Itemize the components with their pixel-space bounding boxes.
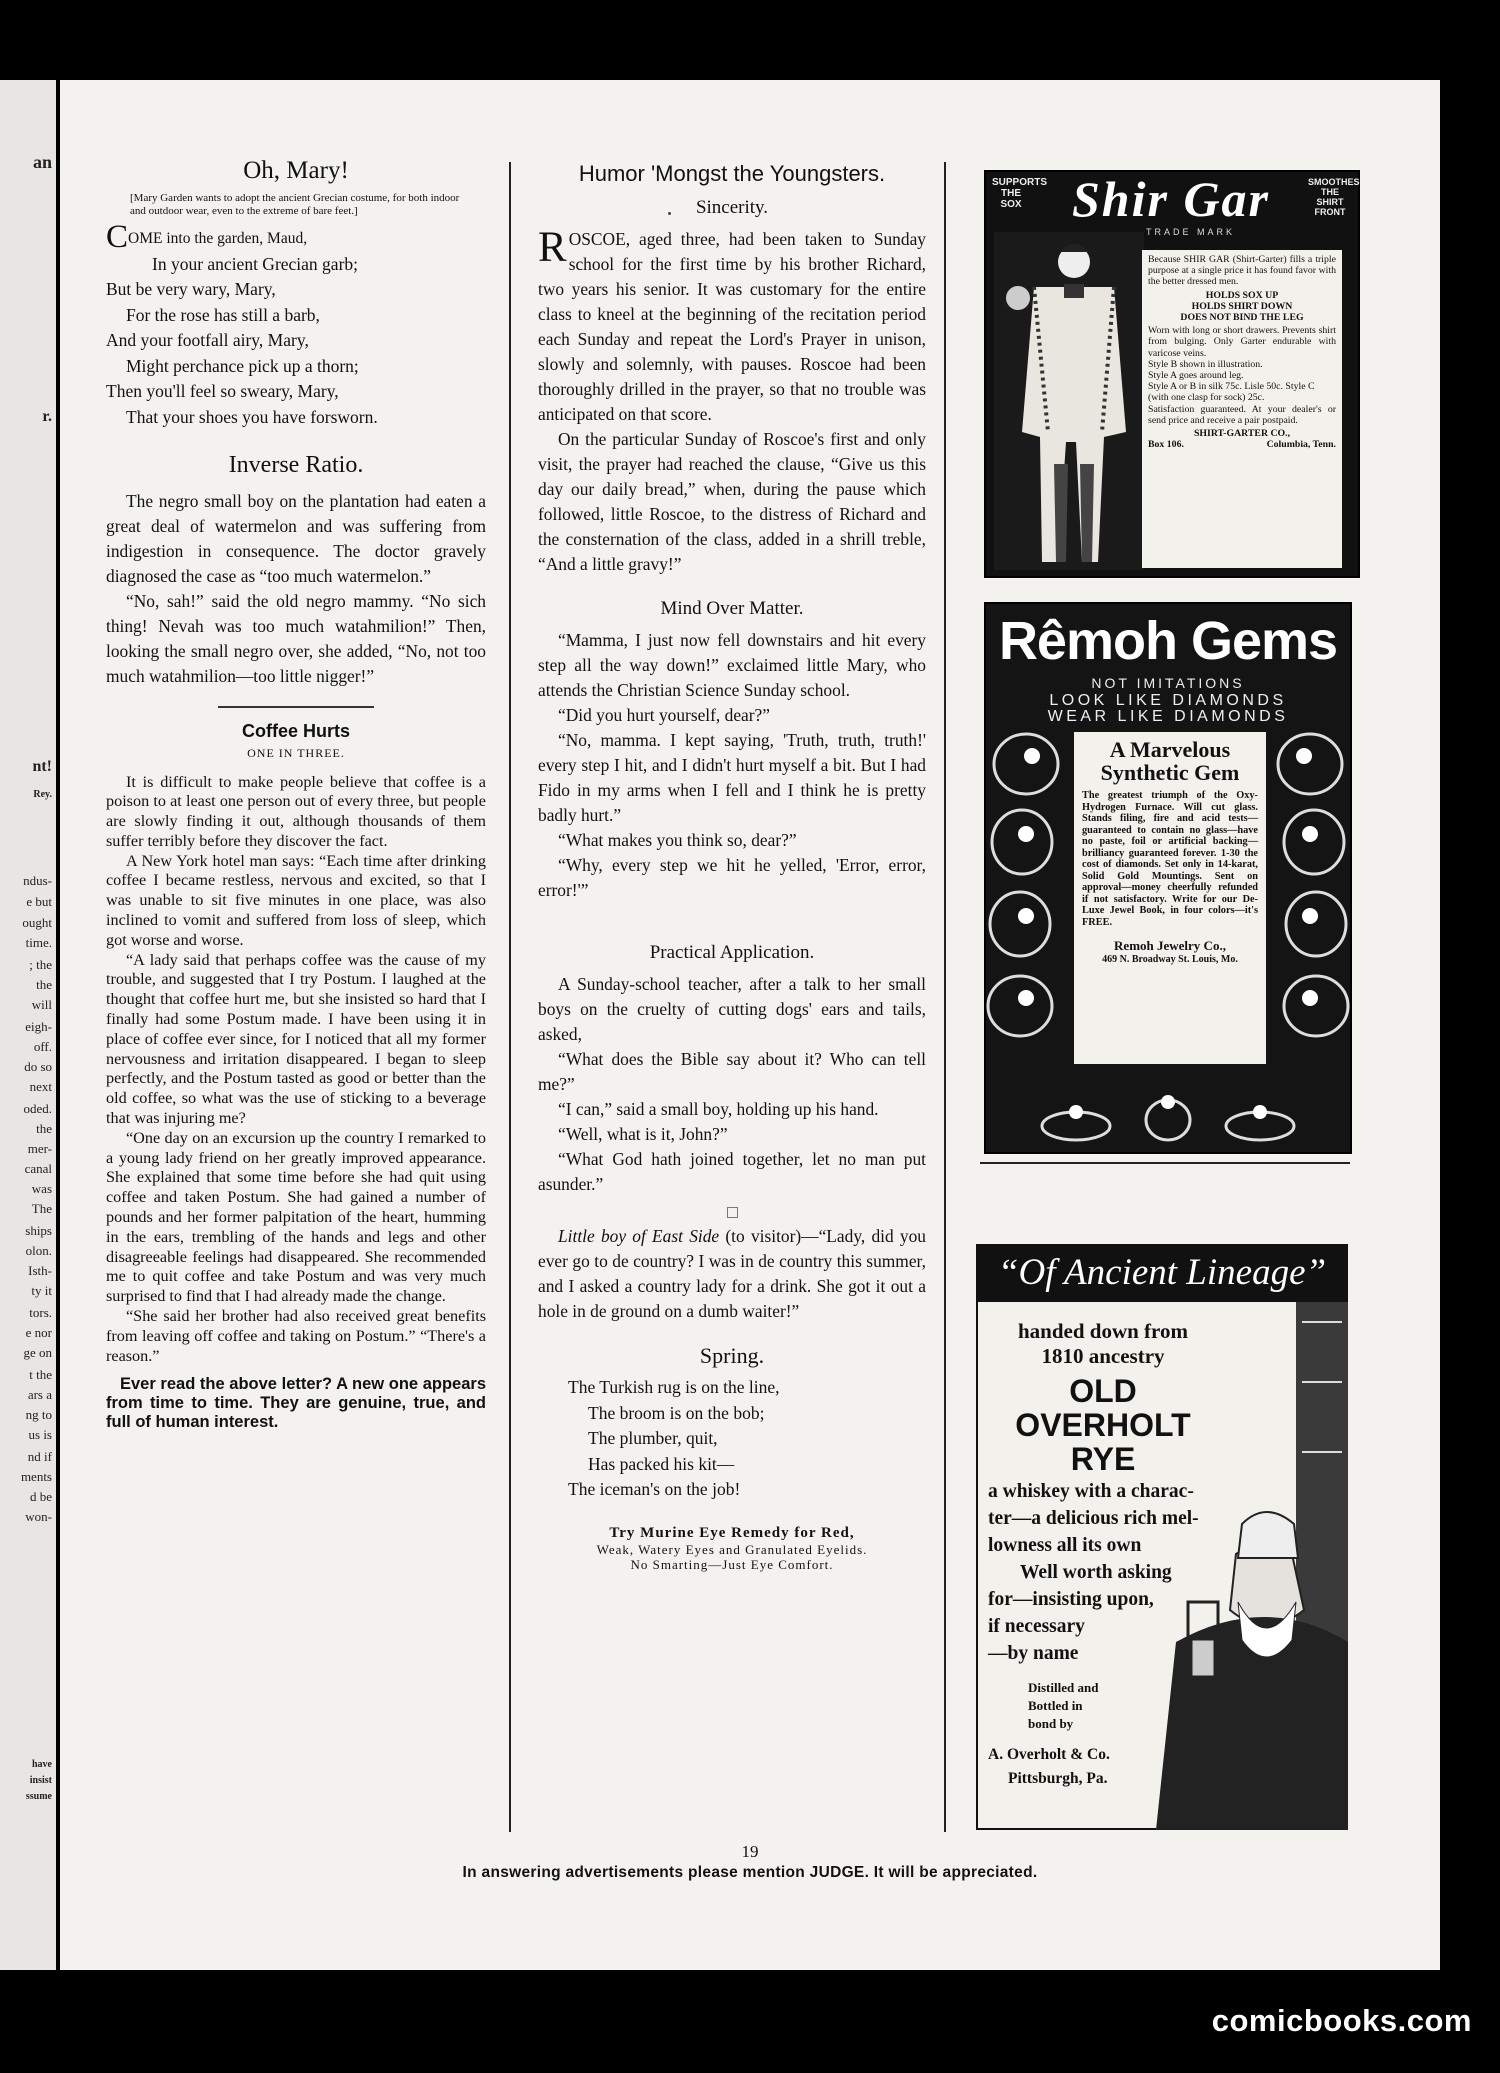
adjacent-page-fragment: next <box>29 1079 52 1094</box>
ad-copy: Style A goes around leg. <box>1148 370 1244 382</box>
overholt-banner-text: “Of Ancient Lineage” <box>997 1252 1327 1293</box>
poem-line: The iceman's on the job! <box>568 1479 741 1499</box>
adjacent-page-fragment: ng to <box>25 1407 52 1422</box>
poem-line: The plumber, quit, <box>588 1428 718 1448</box>
overholt-desc-line: a whiskey with a charac- <box>988 1481 1194 1502</box>
ad-copy: HOLDS SOX UP <box>1205 289 1279 301</box>
poem-line: For the rose has still a barb, <box>126 304 320 325</box>
adjacent-page-fragment: tors. <box>29 1305 52 1320</box>
article-paragraph: A Sunday-school teacher, after a talk to her small boys on the cruelty of cutting dogs' ears and tails, asked, <box>538 974 926 1044</box>
overholt-brand: OVERHOLT <box>1015 1407 1191 1443</box>
postum-closing: Ever read the above letter? A new one appears from time to time. They are genuine, true, and full of human interest. <box>106 1375 486 1432</box>
article-paragraph: ROSCOE, aged three, had been taken to Sunday school for the first time by his brother Richard, two years his senior. It was customary for the entire class to kneel at the beginning of the recitation period each Sunday and repeat the Lord's Prayer in unison, slowly and solemnly, with pauses. Roscoe had been thoroughly drilled in the prayer, so that no trouble was anticipated on that score. <box>538 224 926 424</box>
remoh-headline: A Marvelous Synthetic Gem <box>1100 737 1240 785</box>
ad-article-title: Coffee Hurts <box>241 720 350 741</box>
adjacent-page-fragment: the <box>36 1121 52 1136</box>
poem-line: That your shoes you have forsworn. <box>126 406 378 427</box>
shirgar-ad <box>984 170 1360 578</box>
overholt-brand: RYE <box>1070 1441 1136 1477</box>
ad-copy: Worn with long or short drawers. Prevents shirt from bulging. Only Garter endurable with varicose veins. <box>1148 325 1336 359</box>
overholt-banner <box>976 1244 1348 1302</box>
remoh-tagline: WEAR LIKE DIAMONDS <box>1047 708 1289 725</box>
adjacent-page-fragment: won- <box>25 1509 52 1524</box>
poem-line: The Turkish rug is on the line, <box>568 1377 780 1397</box>
column-rule-2 <box>944 162 946 1832</box>
adjacent-page-fragment: r. <box>42 408 52 425</box>
remoh-address: 469 N. Broadway St. Louis, Mo. <box>1102 954 1238 965</box>
adjacent-page-fragment: an <box>32 152 52 172</box>
poem-line: Has packed his kit— <box>588 1453 735 1474</box>
overholt-company: A. Overholt & Co. <box>988 1746 1110 1763</box>
ad-copy: HOLDS SHIRT DOWN <box>1191 300 1293 312</box>
remoh-body: The greatest triumph of the Oxy-Hydrogen Furnace. Will cut glass. Stands filing, fire and acid tests—guaranteed to contain no glass—have no paste, foil or artificial backing—brilliancy guaranteed forever. 1-30 the cost of diamonds. Set only in 14-karat, Solid Gold Mountings. Sent on approval—money cheerfully refunded if not satisfactory. Write for our De-Luxe Jewel Book, in four colors—it's FREE. <box>1082 790 1258 928</box>
trademark: TRADE MARK <box>1146 227 1236 237</box>
poem-line: The broom is on the bob; <box>588 1402 765 1423</box>
remoh-tagline: NOT IMITATIONS <box>1091 675 1245 691</box>
section-divider <box>218 706 374 708</box>
article-paragraph: “Well, what is it, John?” <box>558 1124 728 1144</box>
adjacent-page-fragment: was <box>31 1181 52 1196</box>
adjacent-page-fragment: will <box>31 997 52 1012</box>
column-1 <box>106 156 486 1432</box>
ad-copy: Satisfaction guaranteed. At your dealer's or send price and receive a pair postpaid. <box>1148 403 1336 426</box>
adjacent-page-fragment: nd if <box>27 1449 52 1464</box>
article-paragraph: “No, mamma. I kept saying, 'Truth, truth, truth!' every step I hit, and I didn't hurt myself a bit. But I had Fido in my arms when I fell and I think he is pretty badly hurt.” <box>538 730 926 825</box>
letter-paragraph: “One day on an excursion up the country I remarked to a young lady friend on her greatly improved appearance. She explained that some time before she had quit using coffee and taken Postum. She had gained a number of pounds and her former palpitation of the heart, humming in the ears, trembling of the hands and legs and other disagreeable feelings had disappeared. She recommended me to quit coffee and take Postum and was very much surprised to find that I had already made the change. <box>106 1128 486 1306</box>
adjacent-page-fragment: ought <box>22 915 52 930</box>
poem-title: Oh, Mary! <box>243 157 349 184</box>
adjacent-page-fragment: time. <box>25 935 52 950</box>
adjacent-page-fragment: do so <box>24 1059 52 1074</box>
adjacent-page-fragment: ssume <box>25 1791 52 1802</box>
letter-paragraph: A New York hotel man says: “Each time after drinking coffee I became restless, nervous and excited, so that I was unable to sit five minutes in one place, was also inclined to vomit and suffered from loss of sleep, which got worse and worse. <box>106 851 486 949</box>
article-paragraph: “Why, every step we hit he yelled, 'Error, error, error!'” <box>538 855 926 900</box>
adjacent-page-fragment: ships <box>25 1223 52 1238</box>
adjacent-page-fragment: e but <box>26 894 52 909</box>
ad-copy: DOES NOT BIND THE LEG <box>1180 312 1304 324</box>
overholt-city: Pittsburgh, Pa. <box>1008 1770 1108 1787</box>
letter-paragraph: “A lady said that perhaps coffee was the cause of my trouble, and suggested that I try Postum. I laughed at the thought that coffee hurt me, but she insisted so hard that I finally had some Postum made. I have been using it in place of coffee ever since, for I noticed that all my former nervousness and irritation disappeared. I began to sleep perfectly, and the Postum tasted as good or better than the old coffee, so what was the use of sticking to a beverage that was injuring me? <box>106 950 486 1128</box>
adjacent-page-fragment: oded. <box>23 1101 52 1116</box>
article-paragraph: The negro small boy on the plantation had eaten a great deal of watermelon and was suffering from indigestion in consequence. The doctor gravely diagnosed the case as “too much watermelon.” <box>106 491 486 586</box>
article-paragraph: “Did you hurt yourself, dear?” <box>558 705 770 725</box>
adjacent-page-fragment: insist <box>29 1775 52 1786</box>
watermark: comicbooks.com <box>1211 2003 1472 2038</box>
remoh-company: Remoh Jewelry Co., <box>1114 938 1226 953</box>
postum-letter <box>106 773 486 1367</box>
man-illustration <box>994 232 1144 570</box>
adjacent-page-fragment: ndus- <box>23 873 52 888</box>
poem <box>106 219 486 430</box>
adjacent-page-fragment: ars a <box>27 1387 52 1402</box>
article-paragraph: “I can,” said a small boy, holding up his hand. <box>558 1099 879 1119</box>
overholt-line: 1810 ancestry <box>1041 1344 1165 1368</box>
article-paragraph: “What does the Bible say about it? Who can tell me?” <box>538 1049 926 1094</box>
column-2 <box>538 160 926 1572</box>
adjacent-page-fragment: eigh- <box>25 1019 52 1034</box>
ad-tag-right: SMOOTHES THE SHIRT FRONT <box>1308 177 1360 217</box>
poem-line: In your ancient Grecian garb; <box>152 253 359 274</box>
overholt-desc-line: for—insisting upon, <box>988 1589 1154 1610</box>
column-rule-1 <box>509 162 511 1832</box>
article-paragraph: “No, sah!” said the old negro mammy. “No sich thing! Nevah was too much watahmilion!” Then, looking the small negro over, she added, “No, not too much watahmilion—too little nigger!” <box>106 591 486 686</box>
overholt-distilled-line: bond by <box>1028 1716 1074 1731</box>
item-title: Sincerity. <box>695 197 769 218</box>
adjacent-page-fragment: ; the <box>29 957 52 972</box>
adjacent-page-fragment: have <box>32 1759 52 1770</box>
overholt-brand: OLD <box>1069 1373 1137 1409</box>
article-paragraph: “What God hath joined together, let no man put asunder.” <box>538 1149 926 1194</box>
ad-copy: Because SHIR GAR (Shirt-Garter) fills a triple purpose at a single price it has found favor with the better dressed men. <box>1148 254 1336 288</box>
overholt-desc-line: Well worth asking <box>1020 1562 1172 1583</box>
adjacent-page-fragment: ge on <box>23 1345 52 1360</box>
page-number: 19 <box>741 1842 759 1861</box>
remoh-tagline: LOOK LIKE DIAMONDS <box>1049 692 1287 709</box>
adjacent-page-strip <box>0 80 56 1970</box>
murine-line: No Smarting—Just Eye Comfort. <box>630 1556 834 1572</box>
shirgar-logo: Shir Gar <box>1071 171 1271 227</box>
murine-line: Try Murine Eye Remedy for Red, <box>609 1524 855 1541</box>
poem-line: OME into the garden, Maud, <box>128 230 308 247</box>
ad-article-subtitle: ONE IN THREE. <box>247 745 345 760</box>
adjacent-page-fragment: us is <box>28 1427 52 1442</box>
murine-line: Weak, Watery Eyes and Granulated Eyelids. <box>596 1541 868 1557</box>
poem-line: Then you'll feel so sweary, Mary, <box>106 381 339 401</box>
overholt-distilled-line: Distilled and <box>1028 1680 1099 1695</box>
adjacent-page-fragment: t the <box>29 1367 52 1382</box>
item-body <box>538 628 926 903</box>
adjacent-page-fragment: canal <box>24 1161 52 1176</box>
adjacent-page-fragment: the <box>36 977 52 992</box>
article-paragraph: On the particular Sunday of Roscoe's first and only visit, the prayer had reached the clause, “Give us this day our daily bread,” when, during the pause which followed, little Roscoe, to the distress of Richard and the consternation of the class, added in a shrill treble, “And a little gravy!” <box>538 429 926 574</box>
overholt-desc-line: if necessary <box>988 1616 1085 1637</box>
adjacent-page-fragment: mer- <box>27 1141 52 1156</box>
overholt-line: handed down from <box>1018 1319 1188 1343</box>
overholt-distilled-line: Bottled in <box>1028 1698 1083 1713</box>
remoh-gems-ad <box>984 602 1352 1154</box>
ad-copy: Style A or B in silk 75c. Lisle 50c. Style C (with one clasp for sock) 25c. <box>1148 381 1315 404</box>
drop-cap: C <box>106 219 129 255</box>
magazine-page <box>60 80 1440 1970</box>
overholt-desc <box>988 1478 1218 1667</box>
ad-tag-left: SUPPORTS THE SOX <box>992 177 1048 210</box>
adjacent-page-fragment: ty it <box>31 1283 52 1298</box>
adjacent-page-fragment: The <box>31 1201 52 1216</box>
drop-cap: R <box>538 224 567 271</box>
adjacent-page-fragment: d be <box>29 1489 52 1504</box>
adjacent-page-fragment: olon. <box>25 1243 52 1258</box>
item-title: Practical Application. <box>649 942 815 963</box>
adjacent-page-fragment: Isth- <box>28 1263 52 1278</box>
murine-ad <box>538 1525 926 1572</box>
poem-line: Might perchance pick up a thorn; <box>126 355 359 376</box>
adjacent-page-fragment: e nor <box>25 1325 52 1340</box>
footer-notice: In answering advertisements please mention JUDGE. It will be appreciated. <box>462 1864 1038 1881</box>
item-title: Mind Over Matter. <box>660 598 804 619</box>
overholt-ad <box>976 1164 1348 1832</box>
poem-line: But be very wary, Mary, <box>106 279 276 299</box>
poem-note: [Mary Garden wants to adopt the ancient Grecian costume, for both indoor and outdoor wear, even to the extreme of bare feet.] <box>130 192 460 217</box>
ad-copy: SHIRT-GARTER CO., <box>1193 428 1291 440</box>
poem <box>538 1375 926 1503</box>
poem-line: And your footfall airy, Mary, <box>106 330 309 350</box>
overholt-desc-line: —by name <box>988 1643 1079 1664</box>
overholt-distilled <box>988 1679 1218 1733</box>
overholt-desc-line: ter—a delicious rich mel- <box>988 1508 1199 1529</box>
ad-address: Box 106. Columbia, Tenn. <box>1148 439 1336 451</box>
shirgar-copy-box <box>1142 250 1342 568</box>
separator-dot <box>668 212 671 215</box>
overholt-copy <box>988 1318 1218 1789</box>
article-paragraph: “Mamma, I just now fell downstairs and hit every step all the way down!” exclaimed little Mary, who attends the Christian Science Sunday school. <box>538 630 926 700</box>
article-title: Inverse Ratio. <box>228 452 364 478</box>
article-paragraph: “What makes you think so, dear?” <box>558 830 797 850</box>
overholt-desc-line: lowness all its own <box>988 1535 1142 1556</box>
adjacent-page-fragment: nt! <box>32 758 52 775</box>
letter-paragraph: “She said her brother had also received great benefits from leaving off coffee and taking on Postum.” “There's a reason.” <box>106 1307 486 1365</box>
remoh-copy-box <box>1074 732 1266 1064</box>
separator-box <box>727 1207 738 1218</box>
ad-copy: Style B shown in illustration. <box>1148 358 1263 370</box>
letter-paragraph: It is difficult to make people believe that coffee is a poison to at least one person out of every three, but people are slowly finding it out, although thousands of them suffer terribly before they discover the fact. <box>106 772 486 850</box>
adjacent-page-fragment: ments <box>20 1469 52 1484</box>
article-paragraph: Little boy of East Side (to visitor)—“Lady, did you ever go to de country? I was in de country this summer, and I asked a country lady for a drink. She got it out a hole in de ground on a dumb waiter!” <box>538 1226 927 1321</box>
poem-title: Spring. <box>699 1343 765 1368</box>
adjacent-page-fragment: Rey. <box>33 789 52 800</box>
section-title: Humor 'Mongst the Youngsters. <box>578 161 886 186</box>
item-body <box>538 972 926 1197</box>
remoh-logo: Rêmoh Gems <box>998 611 1338 671</box>
adjacent-page-fragment: off. <box>33 1039 52 1054</box>
